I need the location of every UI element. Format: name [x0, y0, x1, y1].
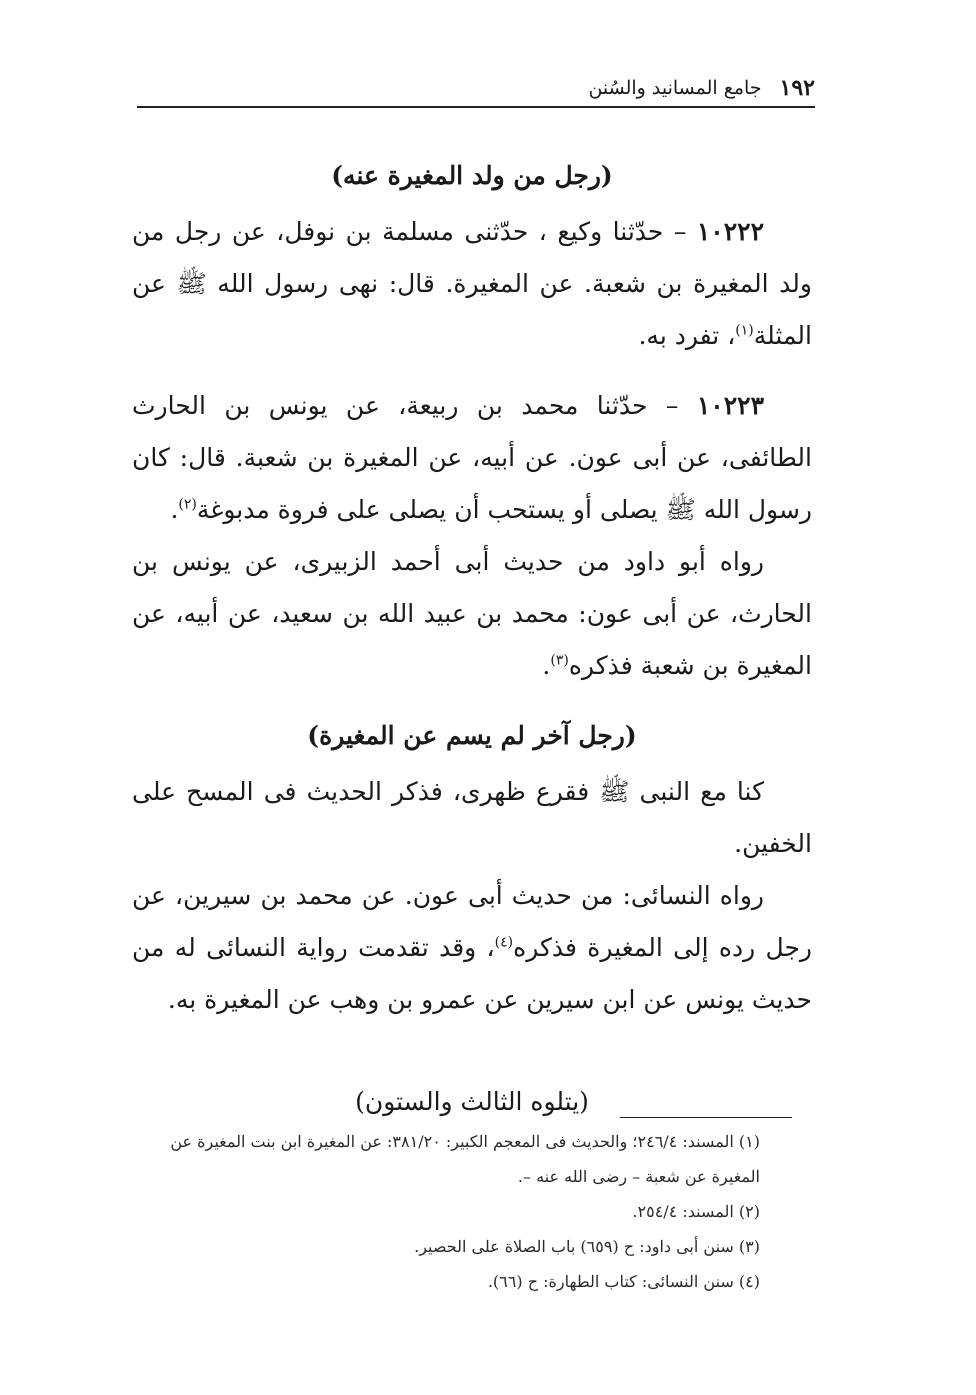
section-heading-1: (رجل من ولد المغيرة عنه) — [331, 161, 613, 190]
hadith-10223 — [132, 380, 812, 536]
kunna-paragraph: كنا مع النبى ﷺ فقرع ظهرى، فذكر الحديث فى المسح على الخفين. — [132, 777, 812, 858]
section-heading-2: (رجل آخر لم يسم عن المغيرة) — [307, 721, 637, 750]
footnotes — [120, 1124, 820, 1299]
header-rule — [137, 106, 815, 108]
hadith-text-end: . — [170, 495, 179, 524]
page-number: ١٩٢ — [779, 75, 815, 101]
paragraph-text: رواه النسائى: من حديث أبى عون. عن محمد بن سيرين، عن رجل رده إلى المغيرة فذكره — [132, 881, 812, 962]
nasai-paragraph — [132, 870, 812, 1026]
book-title: جامع المسانيد والسُنن — [588, 77, 762, 99]
main-text — [132, 150, 812, 1128]
footnote-3: (٣) سنن أبى داود: ح (٦٥٩) باب الصلاة على الحصير. — [414, 1237, 760, 1256]
running-header — [135, 74, 815, 102]
footnote-2: (٢) المسند: ٢٥٤/٤. — [632, 1202, 760, 1221]
footnote-1: (١) المسند: ٢٤٦/٤؛ والحديث فى المعجم الكبير: ٣٨١/٢٠: عن المغيرة ابن بنت المغيرة عن المغيرة عن شعبة – رضى الله عنه –. — [170, 1132, 760, 1186]
paragraph-text-end: ، وقد تقدمت رواية النسائى له من حديث يونس عن ابن سيرين عن عمرو بن وهب عن المغيرة به. — [132, 933, 812, 1014]
continuation-note: (يتلوه الثالث والستون) — [355, 1087, 589, 1116]
hadith-text: – حدّثنا محمد بن ربيعة، عن يونس بن الحارث الطائفى، عن أبى عون. عن أبيه، عن المغيرة بن شعبة. قال: كان رسول الله ﷺ يصلى أو يستحب أن يصلى على فروة مدبوغة — [132, 391, 812, 524]
hadith-text-end: ، تفرد به. — [638, 321, 736, 350]
hadith-number: ١٠٢٢٣ — [696, 391, 764, 420]
hadith-text: – حدّثنا وكيع ، حدّثنى مسلمة بن نوفل، عن رجل من ولد المغيرة بن شعبة. عن المغيرة. قال: نهى رسول الله ﷺ عن المثلة — [132, 217, 812, 350]
hadith-number: ١٠٢٢٢ — [696, 217, 764, 246]
paragraph-text: رواه أبو داود من حديث أبى أحمد الزبيرى، عن يونس بن الحارث، عن أبى عون: محمد بن عبيد الله بن سعيد، عن أبيه، عن المغيرة بن شعبة فذكره — [132, 547, 812, 680]
footnote-ref[interactable]: (٤) — [494, 934, 514, 951]
abu-dawud-paragraph — [132, 536, 812, 692]
footnote-ref[interactable]: (١) — [735, 322, 754, 339]
footnote-rule — [620, 1117, 792, 1118]
footnote-ref[interactable]: (٣) — [550, 652, 569, 669]
footnote-ref[interactable]: (٢) — [178, 496, 197, 513]
footnote-4: (٤) سنن النسائى: كتاب الطهارة: ح (٦٦). — [487, 1272, 760, 1291]
paragraph-text-end: . — [542, 651, 551, 680]
hadith-10222 — [132, 206, 812, 362]
